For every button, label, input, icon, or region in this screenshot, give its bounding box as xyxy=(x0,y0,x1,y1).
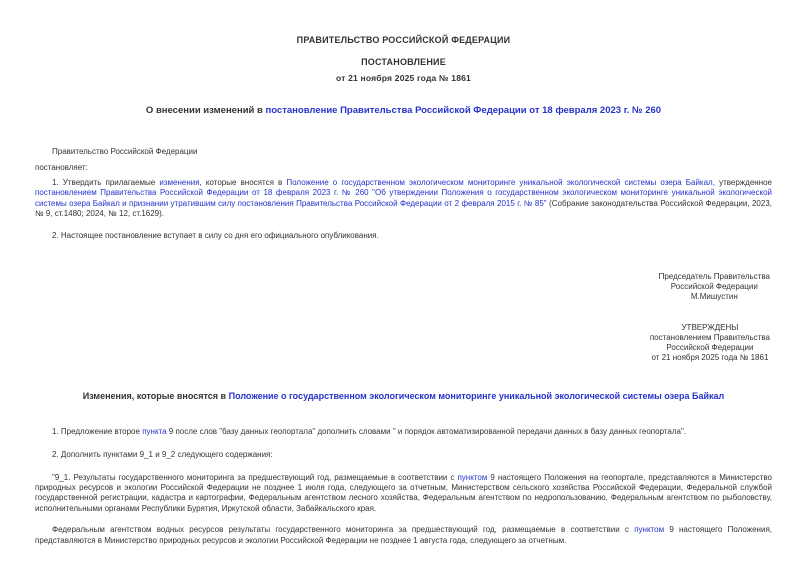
annex-paragraph-2 xyxy=(35,450,772,460)
document-link[interactable]: пунктом xyxy=(457,472,488,482)
document-link[interactable]: Положение о государственном экологическом мониторинге уникальной экологической системы озера Байкал xyxy=(228,390,725,401)
text-segment: Федеральным агентством водных ресурсов результаты государственного мониторинга за предшествующий год, размещаемые в соответствии с xyxy=(52,525,635,535)
text-segment: "9_1. Результаты государственного мониторинга за предшествующий год, размещаемые в соответствии с xyxy=(52,472,458,482)
document-link[interactable]: постановление Правительства Российской Федерации от 18 февраля 2023 г. № 260 xyxy=(265,105,662,116)
text-segment: 9 после слов "базу данных геопортала" дополнить словами " и порядок автоматизированной передачи данных в базу данных геопортала". xyxy=(166,426,687,436)
header-date-number: от 21 ноября 2025 года № 1861 xyxy=(336,73,471,83)
text-segment: утвержденное xyxy=(714,177,773,187)
text-segment: (Собрание законодательства Российской Федерации, 2023, № 9, ст.1480; 2024, № 12, ст.1629). xyxy=(35,198,772,219)
annex-paragraph-1 xyxy=(35,427,772,437)
header-authority: ПРАВИТЕЛЬСТВО РОССИЙСКОЙ ФЕДЕРАЦИИ xyxy=(296,35,511,45)
text-segment: 2. Настоящее постановление вступает в силу со дня его официального опубликования. xyxy=(52,231,379,241)
approval-by-line1: постановлением Правительства xyxy=(649,332,770,342)
document-title xyxy=(35,105,772,116)
text-segment: , которые вносятся в xyxy=(199,177,287,187)
text-segment: Изменения, которые вносятся в xyxy=(82,390,229,401)
document-link[interactable]: постановлением Правительства Российской Федерации от 18 февраля 2023 г. № 260 "Об утверждении Положения о государственном экологическом мониторинге уникальной экологической системы озера Байкал и признании утратившим силу постановления Правительства Российской Федерации от 2 февраля 2015 г. № 85" xyxy=(35,188,772,208)
header-doc-type: ПОСТАНОВЛЕНИЕ xyxy=(361,57,446,67)
signature-name: М.Мишустин xyxy=(690,291,738,301)
document-link[interactable]: изменения xyxy=(159,177,200,187)
approval-word: УТВЕРЖДЕНЫ xyxy=(681,322,739,332)
annex-paragraph-4 xyxy=(35,525,772,546)
document-link[interactable]: Положение о государственном экологическом мониторинге уникальной экологической системы озера Байкал, xyxy=(286,177,715,187)
text-segment: 2. Дополнить пунктами 9_1 и 9_2 следующего содержания: xyxy=(52,450,273,460)
text-segment: 9 настоящего Положения, представляются в Министерство природных ресурсов и экологии Российской Федерации не позднее 1 августа года, следующего за отчетным. xyxy=(35,525,772,545)
signature-position-line2: Российской Федерации xyxy=(670,281,758,291)
signature-position-line1: Председатель Правительства xyxy=(658,271,770,281)
approval-date-number: от 21 ноября 2025 года № 1861 xyxy=(651,352,769,362)
annex-title xyxy=(35,391,772,402)
resolve-word: постановляет: xyxy=(35,163,88,173)
text-segment: 1. Утвердить прилагаемые xyxy=(52,177,160,187)
preamble: Правительство Российской Федерации xyxy=(52,147,198,156)
paragraph-2 xyxy=(35,231,772,241)
text-segment: 1. Предложение второе xyxy=(52,426,143,436)
signature-block xyxy=(659,272,770,302)
paragraph-1 xyxy=(35,178,772,220)
document-link[interactable]: пунктом xyxy=(634,525,665,535)
approval-block xyxy=(650,323,770,363)
annex-paragraph-3 xyxy=(35,473,772,515)
text-segment: О внесении изменений в xyxy=(145,105,266,116)
document-link[interactable]: пункта xyxy=(142,426,167,436)
approval-by-line2: Российской Федерации xyxy=(666,342,754,352)
text-segment: 9 настоящего Положения на геопортале, представляются в Министерство природных ресурсов и экологии Российской Федерации не позднее 1 июля года, следующего за отчетным, Министерством сельского хозяйства Российской Федерации, Федеральной службой государственной регистрации, кадастра и картографии, Федеральным агентством лесного хозяйства, Федеральным агентством по недропользованию, Федеральным агентством по рыболовству, исполнительными органами Республики Бурятия, Иркутской области, Забайкальского края. xyxy=(35,472,772,513)
